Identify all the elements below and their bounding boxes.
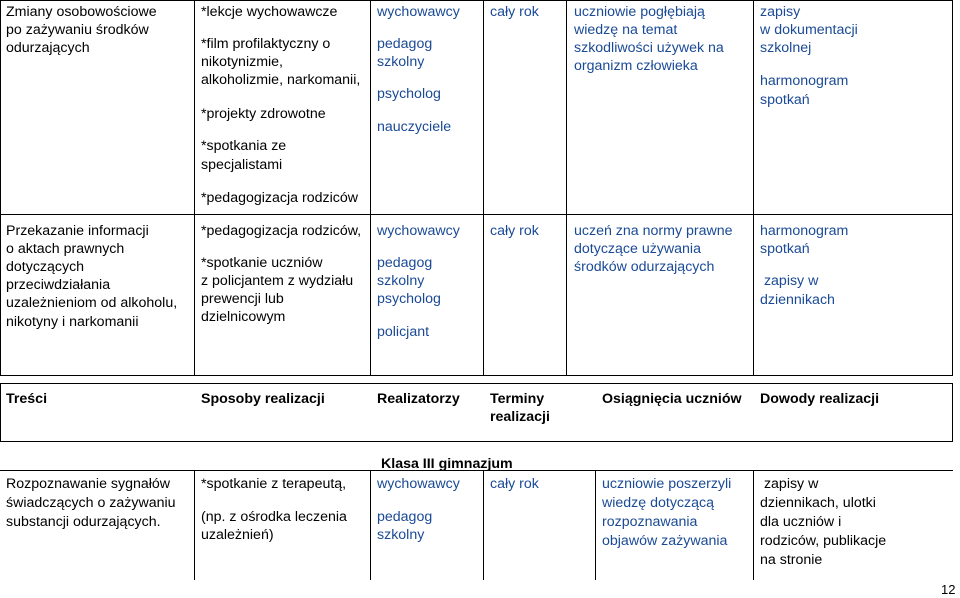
cell-text: uczniowie poszerzyli — [602, 476, 732, 492]
cell-text: dziennikach, ulotki — [760, 495, 876, 511]
cell-text: uzależnień) — [201, 527, 274, 543]
cell-text: wychowawcy — [377, 4, 460, 20]
cell-text: *film profilaktyczny o — [201, 36, 331, 52]
cell-text: przeciwdziałania — [6, 277, 111, 293]
border-line — [370, 0, 371, 376]
border-line — [483, 470, 484, 580]
cell-text: szkolny — [377, 527, 425, 543]
cell-text: cały rok — [490, 223, 539, 239]
cell-text: zapisy w — [760, 476, 819, 492]
cell-text: harmonogram — [760, 223, 849, 239]
cell-text: wychowawcy — [377, 223, 460, 239]
cell-text: *spotkanie uczniów — [201, 255, 323, 271]
cell-text: cały rok — [490, 4, 539, 20]
cell-text: z policjantem z wydziału — [201, 273, 354, 289]
cell-text: psycholog — [377, 86, 441, 102]
cell-text: *spotkanie z terapeutą, — [201, 476, 347, 492]
cell-text: pedagog — [377, 255, 433, 271]
cell-text: organizm człowieka — [574, 58, 698, 74]
cell-text: szkolny — [377, 54, 425, 70]
column-header: realizacji — [490, 409, 550, 425]
cell-text: psycholog — [377, 291, 441, 307]
cell-text: wiedzę na temat — [574, 22, 678, 38]
class-title: Klasa III gimnazjum — [381, 456, 513, 472]
cell-text: *lekcje wychowawcze — [201, 4, 338, 20]
cell-text: szkolnej — [760, 40, 812, 56]
cell-text: uczeń zna normy prawne — [574, 223, 733, 239]
cell-text: *pedagogizacja rodziców, — [201, 223, 362, 239]
border-line — [370, 470, 371, 580]
cell-text: środków odurzających — [574, 259, 715, 275]
border-line — [0, 383, 1, 442]
cell-text: policjant — [377, 324, 430, 340]
border-line — [483, 0, 484, 376]
column-header: Treści — [6, 391, 48, 407]
cell-text: na stronie — [760, 552, 823, 568]
cell-text: *spotkania ze — [201, 138, 287, 154]
cell-text: zapisy w — [760, 273, 819, 289]
border-line — [566, 0, 567, 376]
border-line — [952, 0, 953, 376]
cell-text: dla uczniów i — [760, 514, 842, 530]
cell-text: *pedagogizacja rodziców — [201, 190, 358, 206]
cell-text: szkolny — [377, 273, 425, 289]
border-line — [753, 0, 754, 376]
border-line — [0, 375, 953, 376]
cell-text: wychowawcy — [377, 476, 460, 492]
cell-text: po zażywaniu środków — [6, 22, 149, 38]
cell-text: Zmiany osobowościowe — [6, 4, 157, 20]
cell-text: dotyczące używania — [574, 241, 701, 257]
page-number: 12 — [941, 582, 956, 597]
cell-text: nauczyciele — [377, 119, 452, 135]
column-header: Dowody realizacji — [760, 391, 880, 407]
cell-text: szkodliwości używek na — [574, 40, 724, 56]
column-header: Osiągnięcia uczniów — [602, 391, 742, 407]
cell-text: rodziców, publikacje — [760, 533, 887, 549]
border-line — [194, 0, 195, 376]
cell-text: świadczących o zażywaniu — [6, 495, 176, 511]
cell-text: objawów zażywania — [602, 533, 728, 549]
cell-text: dzielnicowym — [201, 309, 286, 325]
cell-text: prewencji lub — [201, 291, 284, 307]
cell-text: odurzających — [6, 40, 90, 56]
column-header: Sposoby realizacji — [201, 391, 325, 407]
cell-text: alkoholizmie, narkomanii, — [201, 72, 361, 88]
cell-text: wiedzę dotyczącą — [602, 495, 714, 511]
border-line — [753, 470, 754, 580]
cell-text: spotkań — [760, 241, 810, 257]
cell-text: dziennikach — [760, 292, 835, 308]
cell-text: zapisy — [760, 4, 801, 20]
cell-text: w dokumentacji — [760, 22, 858, 38]
cell-text: uczniowie pogłębiają — [574, 4, 705, 20]
cell-text: uzależnieniom od alkoholu, — [6, 295, 178, 311]
cell-text: o aktach prawnych — [6, 241, 125, 257]
cell-text: pedagog — [377, 36, 433, 52]
border-line — [952, 383, 953, 442]
border-line — [194, 470, 195, 580]
cell-text: substancji odurzających. — [6, 514, 161, 530]
cell-text: cały rok — [490, 476, 539, 492]
column-header: Realizatorzy — [377, 391, 460, 407]
cell-text: nikotyny i narkomanii — [6, 314, 139, 330]
cell-text: Przekazanie informacji — [6, 223, 149, 239]
cell-text: *projekty zdrowotne — [201, 106, 326, 122]
cell-text: Rozpoznawanie sygnałów — [6, 476, 171, 492]
border-line — [0, 214, 953, 215]
cell-text: pedagog — [377, 509, 433, 525]
column-header: Terminy — [490, 391, 545, 407]
cell-text: (np. z ośrodka leczenia — [201, 509, 347, 525]
border-line — [0, 383, 953, 384]
cell-text: spotkań — [760, 92, 810, 108]
border-line — [0, 441, 953, 442]
cell-text: dotyczących — [6, 259, 85, 275]
cell-text: rozpoznawania — [602, 514, 698, 530]
cell-text: harmonogram — [760, 73, 849, 89]
cell-text: specjalistami — [201, 157, 283, 173]
cell-text: nikotynizmie, — [201, 54, 284, 70]
border-line — [0, 0, 953, 1]
border-line — [595, 470, 596, 580]
border-line — [0, 0, 1, 376]
